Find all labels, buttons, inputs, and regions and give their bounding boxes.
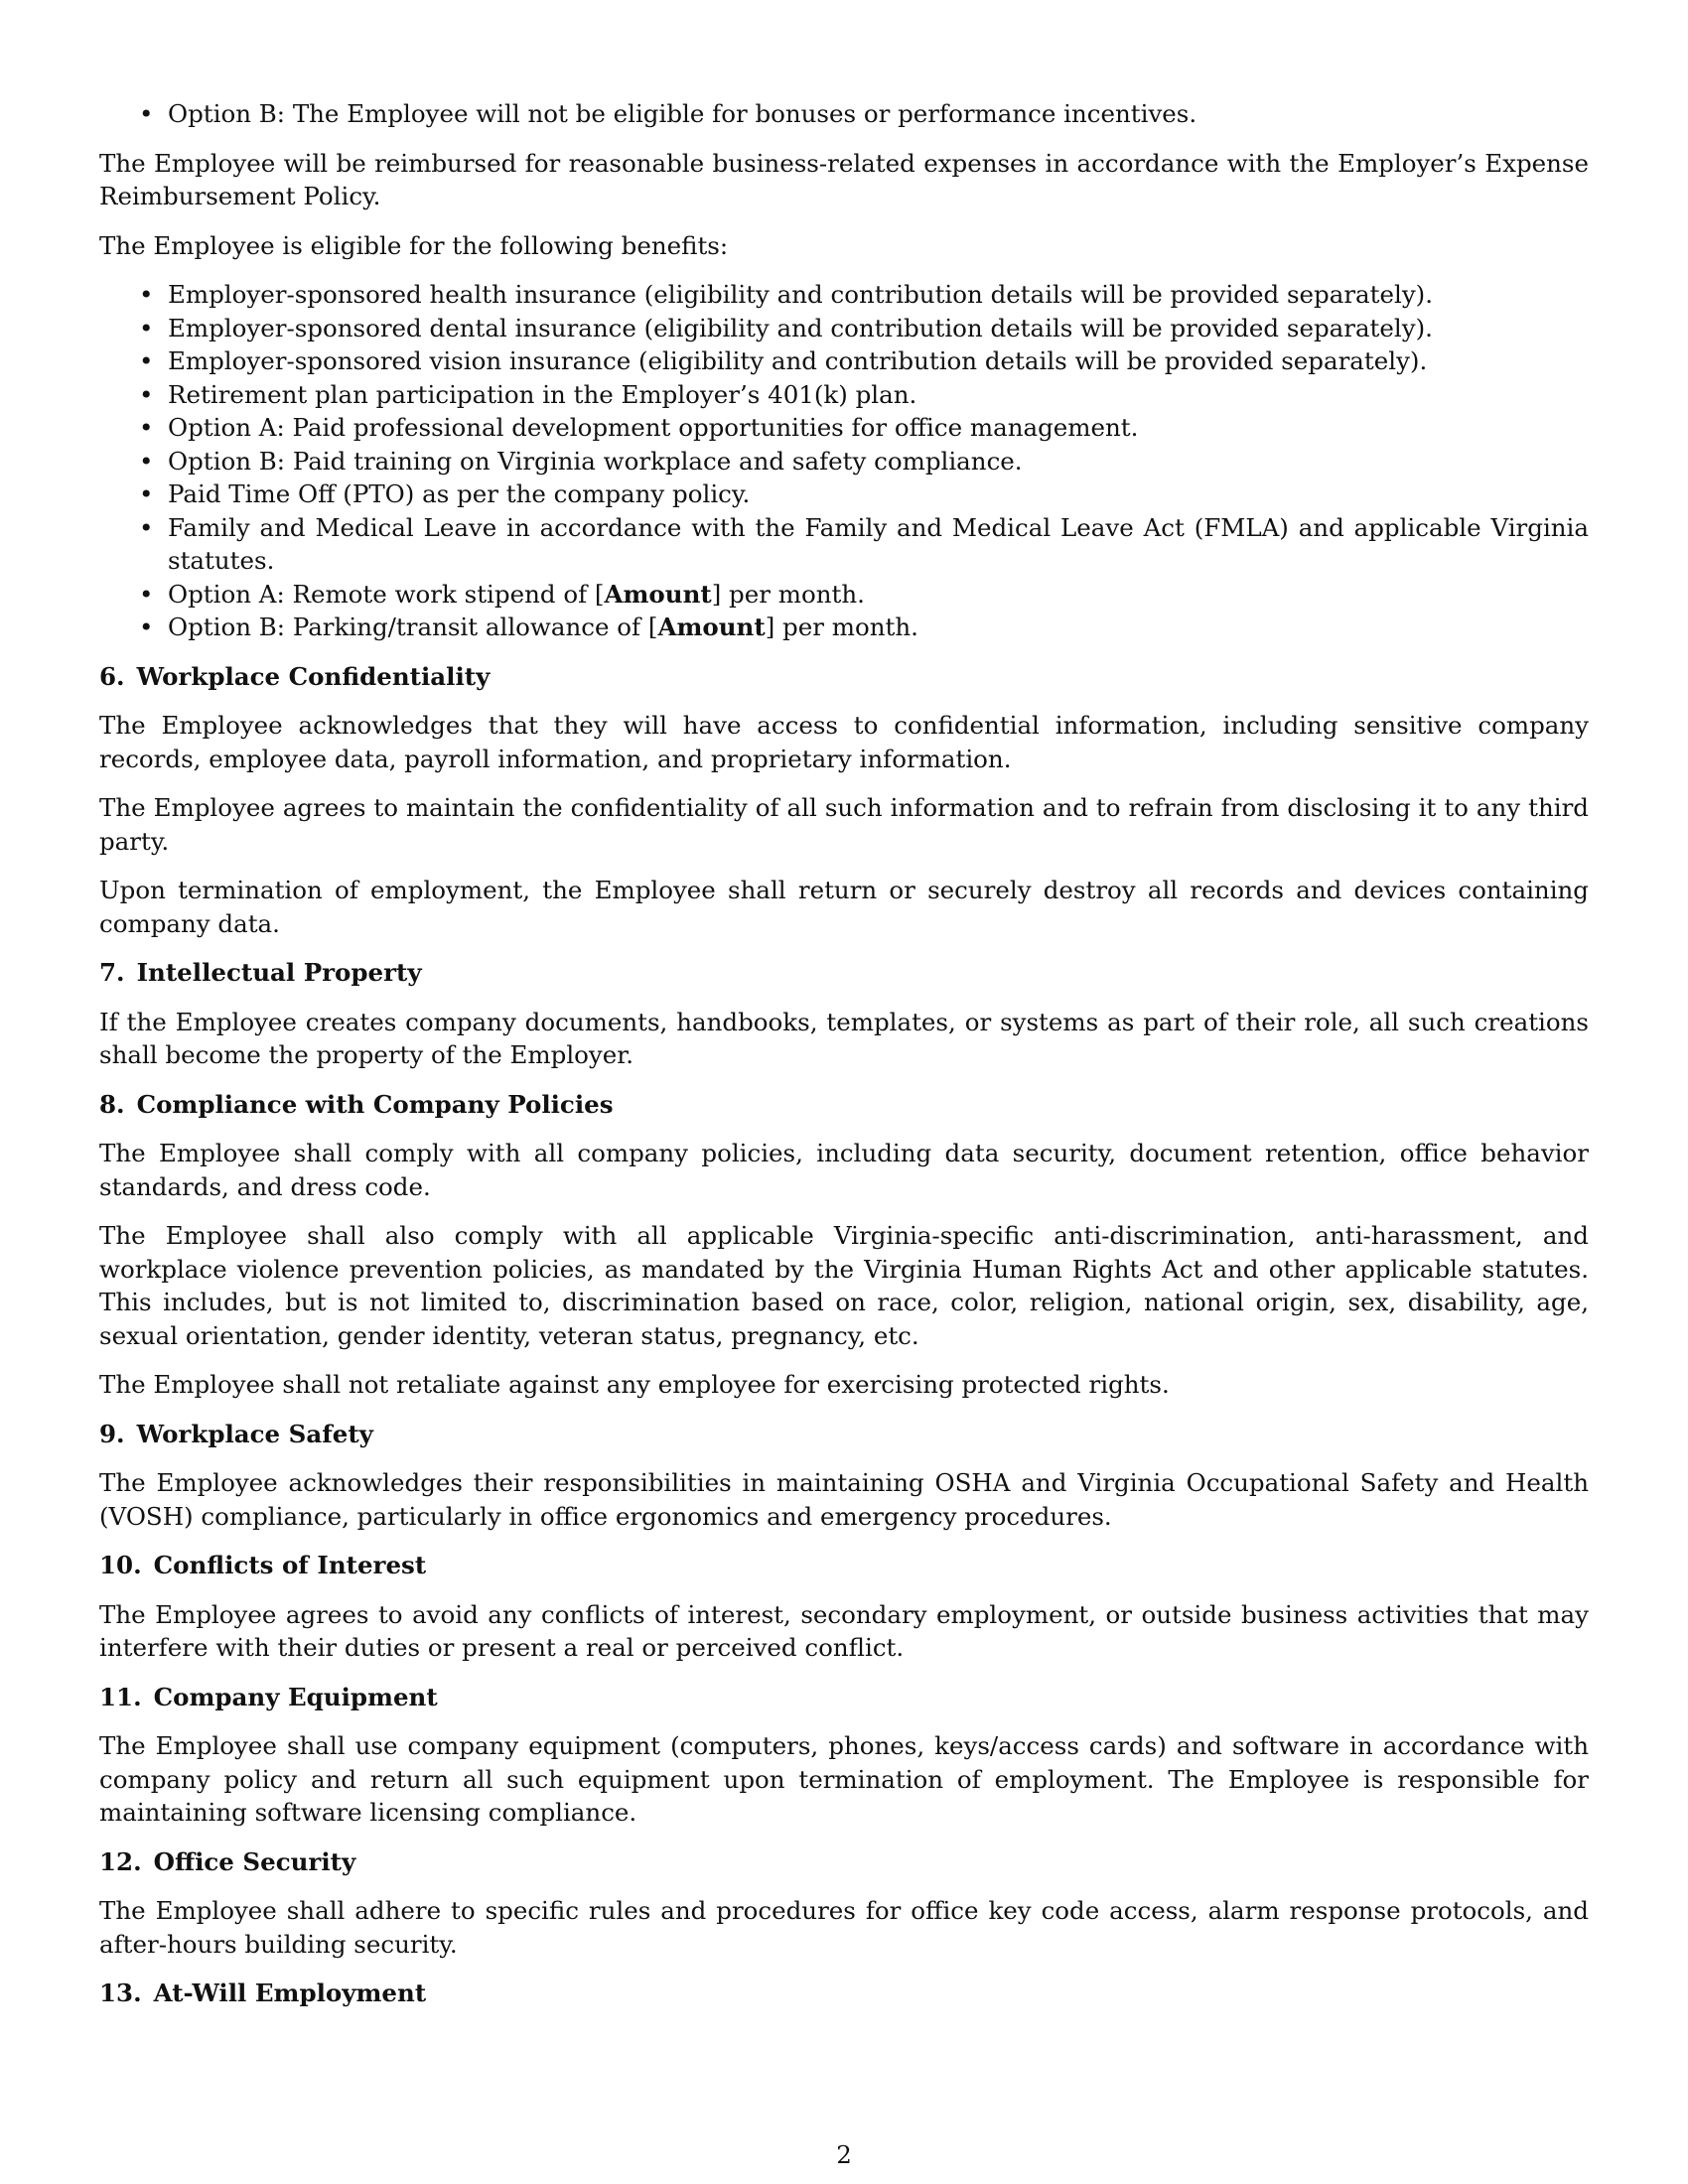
section-title: Conflicts of Interest — [153, 1551, 427, 1579]
section-title: At-Will Employment — [153, 1979, 427, 2007]
section-paragraph: The Employee shall adhere to specific rules and procedures for office key code access, alarm response protocols, and after-hours building security. — [99, 1896, 1589, 1959]
bullet-icon: • — [139, 613, 154, 641]
bullet-icon: • — [139, 479, 154, 508]
section-title: Compliance with Company Policies — [136, 1089, 614, 1119]
list-item-text: Employer-sponsored dental insurance (eligibility and contribution details will be provided separately). — [168, 313, 1433, 342]
list-item — [99, 378, 1589, 412]
bullet-icon: • — [139, 346, 154, 375]
list-item-text: Family and Medical Leave in accordance with the Family and Medical Leave Act (FMLA) and applicable Virginia statutes. — [168, 512, 1589, 575]
page-number: 2 — [836, 2140, 852, 2169]
section-heading — [99, 660, 1589, 694]
bullet-icon: • — [139, 379, 154, 409]
list-item-text: Option A: Paid professional development opportunities for office management. — [168, 413, 1139, 442]
section-number: 10. — [99, 1551, 142, 1579]
section-paragraph: The Employee shall also comply with all applicable Virginia-specific anti-discrimination, anti-harassment, and workplace violence prevention policies, as mandated by the Virginia Human Rights Act and other applicable statutes. This includes, but is not limited to, discrimination based on race, color, religion, national origin, sex, disability, age, sexual orientation, gender identity, veteran status, pregnancy, etc. — [99, 1221, 1589, 1350]
list-item — [99, 445, 1589, 478]
section-heading — [99, 1977, 1589, 2010]
section-title: Office Security — [153, 1846, 356, 1876]
list-item — [99, 511, 1589, 578]
amount-placeholder: Amount — [657, 613, 766, 641]
section-heading — [99, 1088, 1589, 1122]
list-item — [99, 578, 1589, 612]
section-title: Workplace Safety — [136, 1419, 373, 1448]
amount-placeholder: Amount — [604, 579, 712, 609]
section-title: Intellectual Property — [136, 958, 422, 987]
list-item-text: Option B: Paid training on Virginia workplace and safety compliance. — [168, 446, 1023, 476]
section-number: 9. — [99, 1419, 125, 1448]
list-item — [99, 344, 1589, 378]
section-paragraph: Upon termination of employment, the Employee shall return or securely destroy all records and devices containing company data. — [99, 876, 1589, 938]
section-paragraph: The Employee agrees to maintain the confidentiality of all such information and to refrain from disclosing it to any third party. — [99, 793, 1589, 856]
bullet-icon: • — [139, 99, 154, 128]
section-heading — [99, 1549, 1589, 1582]
bullet-icon: • — [139, 579, 154, 609]
list-item-text: Employer-sponsored health insurance (eligibility and contribution details will be provided separately). — [168, 280, 1434, 309]
section-title: Workplace Confidentiality — [136, 661, 491, 691]
list-item-text: Retirement plan participation in the Employer’s 401(k) plan. — [168, 379, 917, 409]
list-item-text: Employer-sponsored vision insurance (eligibility and contribution details will be provided separately). — [168, 346, 1428, 375]
section-paragraph: The Employee shall not retaliate against any employee for exercising protected rights. — [99, 1370, 1170, 1399]
list-item-text: Option B: Parking/transit allowance of [ — [168, 613, 658, 641]
bullet-icon: • — [139, 313, 154, 342]
bullet-icon: • — [139, 512, 154, 542]
section-title: Company Equipment — [153, 1682, 438, 1711]
section-heading — [99, 1845, 1589, 1879]
bonus-option-list — [99, 97, 1589, 131]
section-number: 7. — [99, 958, 125, 987]
list-item-text: Option A: Remote work stipend of [ — [168, 579, 605, 609]
section-heading — [99, 956, 1589, 990]
list-item-text: Paid Time Off (PTO) as per the company policy. — [168, 479, 751, 508]
section-number: 6. — [99, 661, 125, 691]
list-item — [99, 611, 1589, 644]
list-item-text: Option B: The Employee will not be eligible for bonuses or performance incentives. — [168, 99, 1197, 128]
section-number: 12. — [99, 1846, 142, 1876]
section-paragraph: If the Employee creates company documents, handbooks, templates, or systems as part of their role, all such creations shall become the property of the Employer. — [99, 1007, 1589, 1069]
section-heading — [99, 1681, 1589, 1714]
list-item — [99, 478, 1589, 511]
bullet-icon: • — [139, 446, 154, 476]
list-item-suffix: ] per month. — [765, 613, 918, 641]
list-item — [99, 278, 1589, 312]
section-paragraph: The Employee acknowledges that they will have access to confidential information, including sensitive company records, employee data, payroll information, and proprietary information. — [99, 711, 1589, 773]
section-heading — [99, 1418, 1589, 1451]
benefits-intro: The Employee is eligible for the following benefits: — [99, 230, 729, 260]
section-paragraph: The Employee acknowledges their responsibilities in maintaining OSHA and Virginia Occupational Safety and Health (VOSH) compliance, particularly in office ergonomics and emergency procedures. — [99, 1468, 1589, 1531]
section-paragraph: The Employee shall use company equipment (computers, phones, keys/access cards) and software in accordance with company policy and return all such equipment upon termination of employment. The Employee is responsible for maintaining software licensing compliance. — [99, 1731, 1589, 1827]
document-page — [99, 97, 1589, 2026]
bullet-icon: • — [139, 413, 154, 442]
bullet-icon: • — [139, 280, 154, 309]
expense-paragraph: The Employee will be reimbursed for reasonable business-related expenses in accordance with the Employer’s Expense Reimbursement Policy. — [99, 148, 1589, 210]
section-number: 13. — [99, 1979, 142, 2007]
list-item — [99, 97, 1589, 131]
section-paragraph: The Employee shall comply with all company policies, including data security, document retention, office behavior standards, and dress code. — [99, 1139, 1589, 1201]
list-item — [99, 312, 1589, 345]
section-number: 8. — [99, 1089, 125, 1119]
list-item-suffix: ] per month. — [711, 579, 865, 609]
section-paragraph: The Employee agrees to avoid any conflicts of interest, secondary employment, or outside business activities that may interfere with their duties or present a real or perceived conflict. — [99, 1599, 1589, 1662]
benefits-list — [99, 278, 1589, 644]
section-number: 11. — [99, 1682, 142, 1711]
list-item — [99, 411, 1589, 445]
